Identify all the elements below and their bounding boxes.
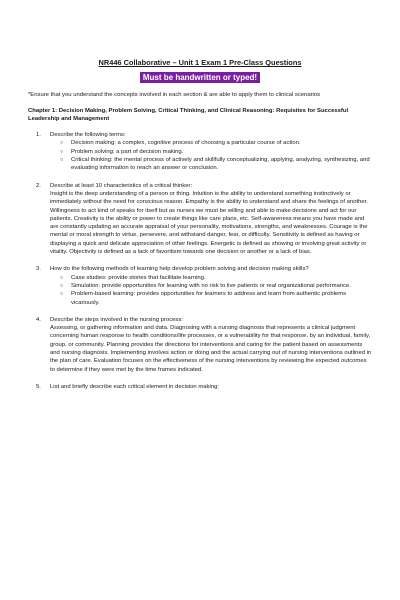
- question-prompt: How do the following methods of learning help develop problem solving and decision making skills?: [50, 266, 309, 273]
- bullet-item: [60, 148, 372, 156]
- bullet-item: [60, 139, 372, 147]
- bullet-text: Critical thinking: the mental process of actively and skillfully conceptualizing, applying, analyzing, synthesizing, and evaluating information to reach an answer or conclusion.: [71, 157, 370, 172]
- spacer: [28, 173, 372, 182]
- question-number: 5.: [36, 383, 41, 390]
- bullet-text: Decision making: a complex, cognitive process of choosing a particular course of action.: [71, 140, 301, 147]
- question-1: [28, 131, 372, 139]
- question-number: 2.: [36, 182, 41, 189]
- chapter-heading: Chapter 1: Decision Making, Problem Solving, Critical Thinking, and Clinical Reasoning: Requisites for Successful Leadership and Management: [28, 107, 349, 122]
- document-title: NR446 Collaborative – Unit 1 Exam 1 Pre-Class Questions: [98, 58, 302, 67]
- question-1-bullets: [28, 139, 372, 172]
- circle-bullet-icon: ○: [60, 140, 64, 147]
- spacer: [28, 307, 372, 316]
- bullet-text: Simulation: provide opportunities for learning with no risk to live patients or real organizational performance.: [71, 282, 351, 289]
- question-prompt: Describe the following terms:: [50, 132, 126, 139]
- circle-bullet-icon: ○: [60, 282, 64, 289]
- banner-wrapper: [28, 72, 372, 83]
- question-prompt: List and briefly describe each critical element in decision making:: [50, 383, 219, 390]
- handwritten-banner: Must be handwritten or typed!: [140, 72, 260, 83]
- bullet-item: [60, 274, 372, 282]
- bullet-text: Problem solving: a part of decision making.: [71, 148, 184, 155]
- bullet-text: Case studies: provide stories that facilitate learning.: [71, 274, 206, 281]
- question-number: 3.: [36, 266, 41, 273]
- question-prompt: Describe at least 10 characteristics of a critical thinker:: [50, 182, 193, 189]
- bullet-item: [60, 156, 372, 173]
- question-prompt: Describe the steps involved in the nursing process:: [50, 316, 183, 323]
- question-4: [28, 316, 372, 324]
- circle-bullet-icon: ○: [60, 148, 64, 155]
- spacer: [28, 374, 372, 383]
- question-2: [28, 182, 372, 190]
- spacer: [28, 256, 372, 265]
- bullet-item: [60, 290, 372, 307]
- intro-note: *Ensure that you understand the concepts involved in each section & are able to apply them to clinical scenarios: [28, 92, 321, 99]
- question-number: 4.: [36, 316, 41, 323]
- bullet-item: [60, 282, 372, 290]
- question-3: [28, 265, 372, 273]
- circle-bullet-icon: ○: [60, 157, 64, 164]
- question-5: [28, 383, 372, 391]
- bullet-text: Problem-based learning: provides opportunities for learners to address and learn from authentic problems vicariously.: [71, 291, 347, 306]
- circle-bullet-icon: ○: [60, 274, 64, 281]
- question-3-bullets: [28, 274, 372, 307]
- question-2-answer: Insight is the deep understanding of a person or thing. Intuition is the ability to understand something instinctively or immediately without the need for conscious reason. Empathy is the ability to understand and share the feelings of another. Willingness to act kind of speaks for itself but as nurses we must be willing and able to make decisions and act for our patients. Creativity is the ability or power to create things like care plans, etc. Self-awareness means you have made and are constantly updating an accurate appraisal of your personality, motivations, strengths, and weaknesses. Courage is the mental or moral strength to virtue, persevere, and withstand danger, fear, or difficulty. Sensitivity is defined as having or displaying a quick and delicate appreciation of other feelings. Energetic is defined as showing or involving great activity or vitality. Objectivity is defined as a lack of favoritism towards one decision or another or a lack of bias.: [50, 190, 368, 256]
- circle-bullet-icon: ○: [60, 291, 64, 298]
- question-4-answer: Assessing, or gathering information and data. Diagnosing with a nursing diagnosis that represents a clinical judgment concerning human response to health conditions/life processes, or a vulnerability for that response, by an individual, family, group, or community. Planning provides the directions for interventions and caring for the patient based on assessments and nursing diagnosis. Implementing involves action or doing and the actual carrying out of nursing interventions outlined in the plan of care. Evaluation focuses on the effectiveness of the nursing interventions by reviewing the expected outcomes to determine if they were met by the time frames indicated.: [50, 325, 372, 373]
- question-number: 1.: [36, 132, 41, 139]
